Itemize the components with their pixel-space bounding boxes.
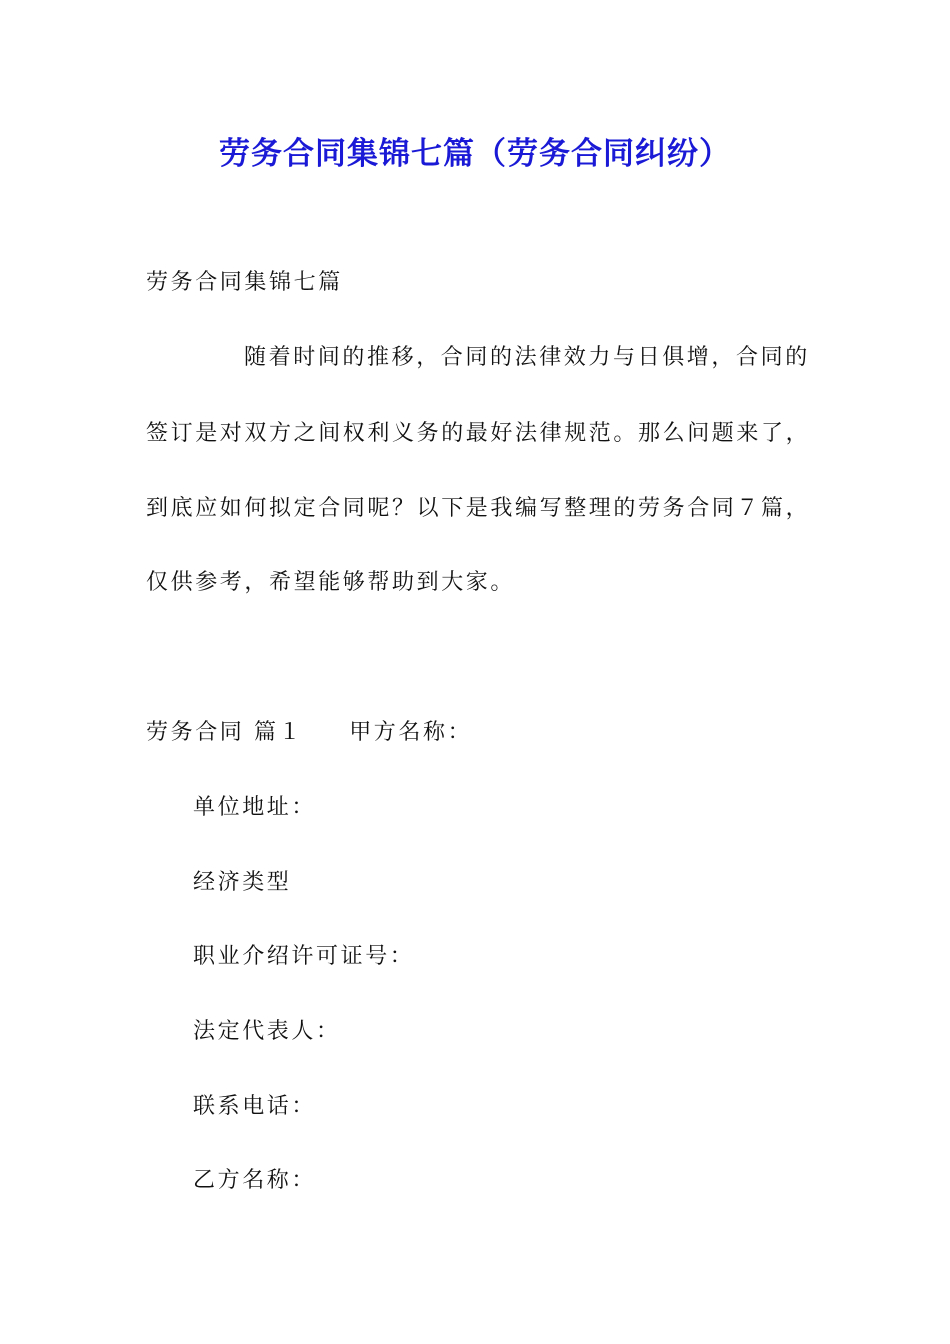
- field-party-b-name: 乙方名称：: [193, 1168, 317, 1193]
- field-legal-representative: 法定代表人：: [193, 1019, 341, 1044]
- intro-line-3: 到底应如何拟定合同呢？以下是我编写整理的劳务合同７篇，: [146, 496, 811, 521]
- field-economic-type: 经济类型: [193, 870, 292, 895]
- section-heading-row: [146, 718, 472, 748]
- field-unit-address: 单位地址：: [193, 795, 317, 820]
- intro-line-1: 随着时间的推移，合同的法律效力与日俱增，合同的: [244, 345, 810, 370]
- field-license-number: 职业介绍许可证号：: [193, 944, 415, 969]
- document-subtitle: 劳务合同集锦七篇: [146, 270, 343, 295]
- party-a-name-label: 甲方名称：: [349, 720, 473, 745]
- intro-line-4: 仅供参考，希望能够帮助到大家。: [146, 570, 516, 595]
- field-phone: 联系电话：: [193, 1094, 317, 1119]
- intro-line-2: 签订是对双方之间权利义务的最好法律规范。那么问题来了，: [146, 421, 811, 446]
- section-heading: 劳务合同 篇１: [146, 720, 304, 745]
- document-title: 劳务合同集锦七篇（劳务合同纠纷）: [219, 136, 731, 172]
